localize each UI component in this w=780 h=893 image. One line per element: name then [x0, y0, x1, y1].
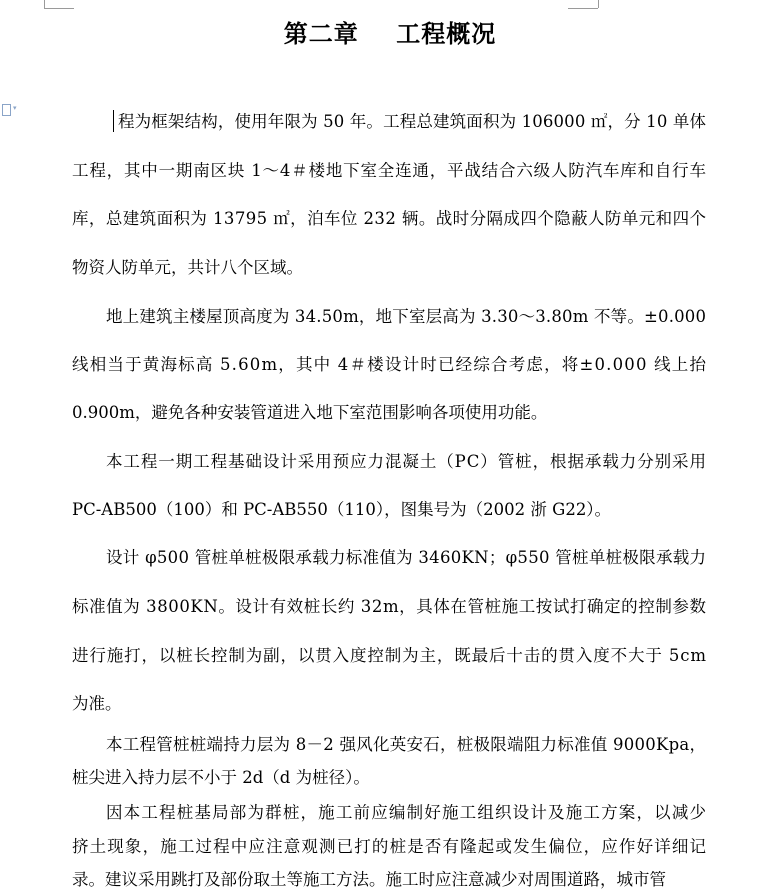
text-line: 标准值为 3800KN。设计有效桩长约 32m，具体在管桩施工按试打确定的控制参数: [72, 597, 707, 616]
text-line: 0.900m，避免各种安装管道进入地下室范围影响各项使用功能。: [72, 403, 548, 422]
text-line: 挤土现象，施工过程中应注意观测已打的桩是否有隆起或发生偏位，应作好详细记: [72, 837, 708, 856]
text-line: 为准。: [72, 694, 122, 713]
text-line: 录。建议采用跳打及部份取土等施工方法。施工时应注意减少对周围道路，城市管: [72, 870, 666, 889]
text-line: 设计 φ500 管桩单桩极限承载力标准值为 3460KN；φ550 管桩单桩极限承载力: [106, 548, 707, 567]
text-line: 桩尖进入持力层不小于 2d（d 为桩径）。: [72, 768, 370, 787]
text-line: 程为框架结构，使用年限为 50 年。工程总建筑面积为 106000 ㎡，分 10 单体: [118, 112, 707, 131]
text-line: 本工程一期工程基础设计采用预应力混凝土（PC）管桩，根据承载力分别采用: [106, 452, 707, 471]
text-line: 本工程管桩桩端持力层为 8－2 强风化英安石，桩极限端阻力标准值 9000Kpa，: [106, 735, 707, 754]
text-line: 地上建筑主楼屋顶高度为 34.50m，地下室层高为 3.30～3.80m 不等。±0.000: [106, 307, 707, 326]
page-corner-marks: [0, 0, 780, 12]
text-line: 线相当于黄海标高 5.60m，其中 4＃楼设计时已经综合考虑，将±0.000 线上抬: [72, 355, 708, 374]
document-options-icon[interactable]: ▾: [2, 104, 24, 118]
page-title: 第二章 工程概况: [283, 20, 497, 48]
text-line: 进行施打，以桩长控制为副，以贯入度控制为主，既最后十击的贯入度不大于 5cm: [72, 646, 707, 665]
text-line: PC-AB500（100）和 PC-AB550（110），图集号为（2002 浙 G22）。: [72, 500, 612, 519]
text-cursor: [113, 110, 114, 132]
text-line: 库，总建筑面积为 13795 ㎡，泊车位 232 辆。战时分隔成四个隐蔽人防单元和四个: [72, 209, 707, 228]
text-line: 物资人防单元，共计八个区域。: [72, 258, 303, 277]
text-line: 因本工程桩基局部为群桩，施工前应编制好施工组织设计及施工方案，以减少: [106, 803, 708, 822]
text-line: 工程，其中一期南区块 1～4＃楼地下室全连通，平战结合六级人防汽车库和自行车: [72, 161, 707, 180]
